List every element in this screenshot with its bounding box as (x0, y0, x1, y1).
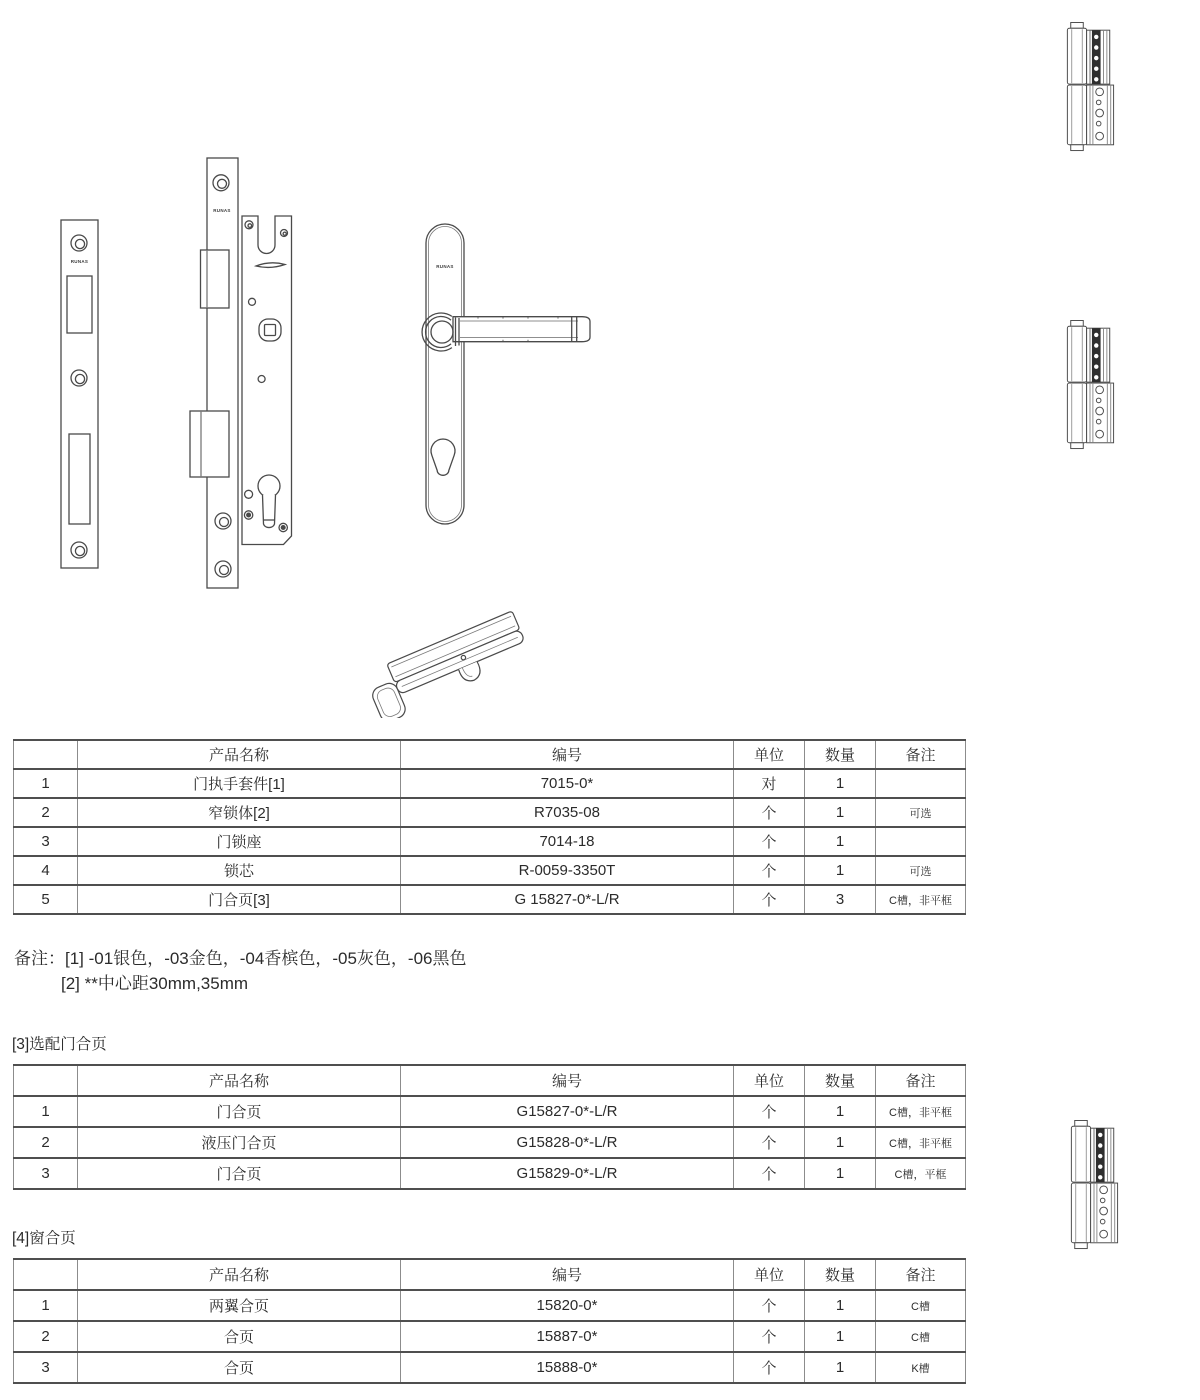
cell-remark: C槽，非平框 (876, 1127, 966, 1158)
cell-code: G15828-0*-L/R (401, 1127, 734, 1158)
cell-code: 15820-0* (401, 1290, 734, 1321)
table-row (14, 827, 966, 856)
table-row (14, 1158, 966, 1189)
column-header-code: 编号 (401, 740, 734, 769)
cell-qty: 1 (805, 1352, 876, 1383)
cell-unit: 个 (734, 798, 805, 827)
table-row (14, 856, 966, 885)
cell-no: 2 (14, 798, 78, 827)
table-row (14, 1290, 966, 1321)
column-header-name: 产品名称 (78, 1259, 401, 1290)
cell-no: 1 (14, 1096, 78, 1127)
cell-remark (876, 769, 966, 798)
table-row (14, 1127, 966, 1158)
cell-remark: C槽，非平框 (876, 1096, 966, 1127)
cell-qty: 1 (805, 1096, 876, 1127)
cell-no: 3 (14, 1158, 78, 1189)
table-row (14, 769, 966, 798)
cell-no: 1 (14, 1290, 78, 1321)
cell-code: G15829-0*-L/R (401, 1158, 734, 1189)
cell-code: 7014-18 (401, 827, 734, 856)
cell-no: 3 (14, 827, 78, 856)
brand-logo: RUNAS (70, 259, 89, 264)
cell-name: 门执手套件[1] (78, 769, 401, 798)
cell-no: 1 (14, 769, 78, 798)
column-header-qty: 数量 (805, 1259, 876, 1290)
cell-unit: 对 (734, 769, 805, 798)
column-header-unit: 单位 (734, 1065, 805, 1096)
column-header-qty: 数量 (805, 740, 876, 769)
column-header-unit: 单位 (734, 1259, 805, 1290)
cell-qty: 1 (805, 827, 876, 856)
cell-name: 门合页[3] (78, 885, 401, 914)
cell-code: 15887-0* (401, 1321, 734, 1352)
cell-qty: 3 (805, 885, 876, 914)
column-header-code: 编号 (401, 1065, 734, 1096)
footnotes (14, 946, 466, 996)
cell-qty: 1 (805, 769, 876, 798)
cell-code: R-0059-3350T (401, 856, 734, 885)
cell-remark: C槽 (876, 1290, 966, 1321)
cell-unit: 个 (734, 1158, 805, 1189)
cell-unit: 个 (734, 1290, 805, 1321)
cell-name: 窄锁体[2] (78, 798, 401, 827)
cell-name: 门合页 (78, 1158, 401, 1189)
column-header-remark: 备注 (876, 740, 966, 769)
cell-unit: 个 (734, 1321, 805, 1352)
cell-qty: 1 (805, 856, 876, 885)
cell-unit: 个 (734, 827, 805, 856)
column-header-remark: 备注 (876, 1065, 966, 1096)
door-hinge-drawing-middle (1064, 316, 1116, 454)
window-hinge-section-heading: [4]窗合页 (12, 1230, 76, 1247)
door-hinge-drawing-top (1064, 18, 1116, 156)
cell-no: 5 (14, 885, 78, 914)
column-header-name: 产品名称 (78, 740, 401, 769)
table-header-row (14, 1259, 966, 1290)
note-line-1: [1] -01银色，-03金色，-04香槟色，-05灰色，-06黑色 (65, 949, 467, 968)
cell-remark: C槽，平框 (876, 1158, 966, 1189)
cell-name: 合页 (78, 1321, 401, 1352)
cell-code: 7015-0* (401, 769, 734, 798)
cell-no: 4 (14, 856, 78, 885)
cell-qty: 1 (805, 1290, 876, 1321)
cell-qty: 1 (805, 1321, 876, 1352)
brand-logo: RUNAS (436, 264, 454, 269)
cell-code: G 15827-0*-L/R (401, 885, 734, 914)
column-header-code: 编号 (401, 1259, 734, 1290)
column-header-index (14, 740, 78, 769)
table-row (14, 1096, 966, 1127)
cell-remark: C槽，非平框 (876, 885, 966, 914)
column-header-unit: 单位 (734, 740, 805, 769)
main-parts-table (13, 739, 966, 915)
note-line-2: [2] **中心距30mm,35mm (61, 974, 249, 993)
lock-cylinder-drawing (365, 596, 525, 718)
cell-code: 15888-0* (401, 1352, 734, 1383)
cell-name: 门锁座 (78, 827, 401, 856)
cell-name: 合页 (78, 1352, 401, 1383)
lock-body-drawing (186, 152, 296, 594)
table-header-row (14, 740, 966, 769)
cell-remark: 可选 (876, 798, 966, 827)
table-row (14, 885, 966, 914)
cell-name: 门合页 (78, 1096, 401, 1127)
cell-name: 锁芯 (78, 856, 401, 885)
notes-label: 备注： (14, 949, 65, 968)
cell-name: 两翼合页 (78, 1290, 401, 1321)
cell-unit: 个 (734, 856, 805, 885)
cell-remark: C槽 (876, 1321, 966, 1352)
cell-no: 3 (14, 1352, 78, 1383)
cell-no: 2 (14, 1127, 78, 1158)
cell-unit: 个 (734, 1127, 805, 1158)
cell-unit: 个 (734, 885, 805, 914)
brand-logo: RUNAS (213, 208, 231, 213)
door-hinge-section-heading: [3]选配门合页 (12, 1036, 107, 1053)
cell-remark: 可选 (876, 856, 966, 885)
column-header-name: 产品名称 (78, 1065, 401, 1096)
cell-unit: 个 (734, 1096, 805, 1127)
window-hinge-drawing (1068, 1116, 1120, 1254)
cell-code: G15827-0*-L/R (401, 1096, 734, 1127)
door-handle-drawing (418, 218, 596, 530)
cell-remark (876, 827, 966, 856)
table-header-row (14, 1065, 966, 1096)
cell-code: R7035-08 (401, 798, 734, 827)
table-row (14, 1321, 966, 1352)
strike-plate-drawing (58, 216, 102, 574)
cell-no: 2 (14, 1321, 78, 1352)
window-hinge-table (13, 1258, 966, 1384)
cell-unit: 个 (734, 1352, 805, 1383)
cell-qty: 1 (805, 1127, 876, 1158)
cell-qty: 1 (805, 798, 876, 827)
door-hinge-table (13, 1064, 966, 1190)
table-row (14, 798, 966, 827)
column-header-index (14, 1259, 78, 1290)
column-header-remark: 备注 (876, 1259, 966, 1290)
column-header-qty: 数量 (805, 1065, 876, 1096)
column-header-index (14, 1065, 78, 1096)
cell-remark: K槽 (876, 1352, 966, 1383)
cell-qty: 1 (805, 1158, 876, 1189)
cell-name: 液压门合页 (78, 1127, 401, 1158)
table-row (14, 1352, 966, 1383)
